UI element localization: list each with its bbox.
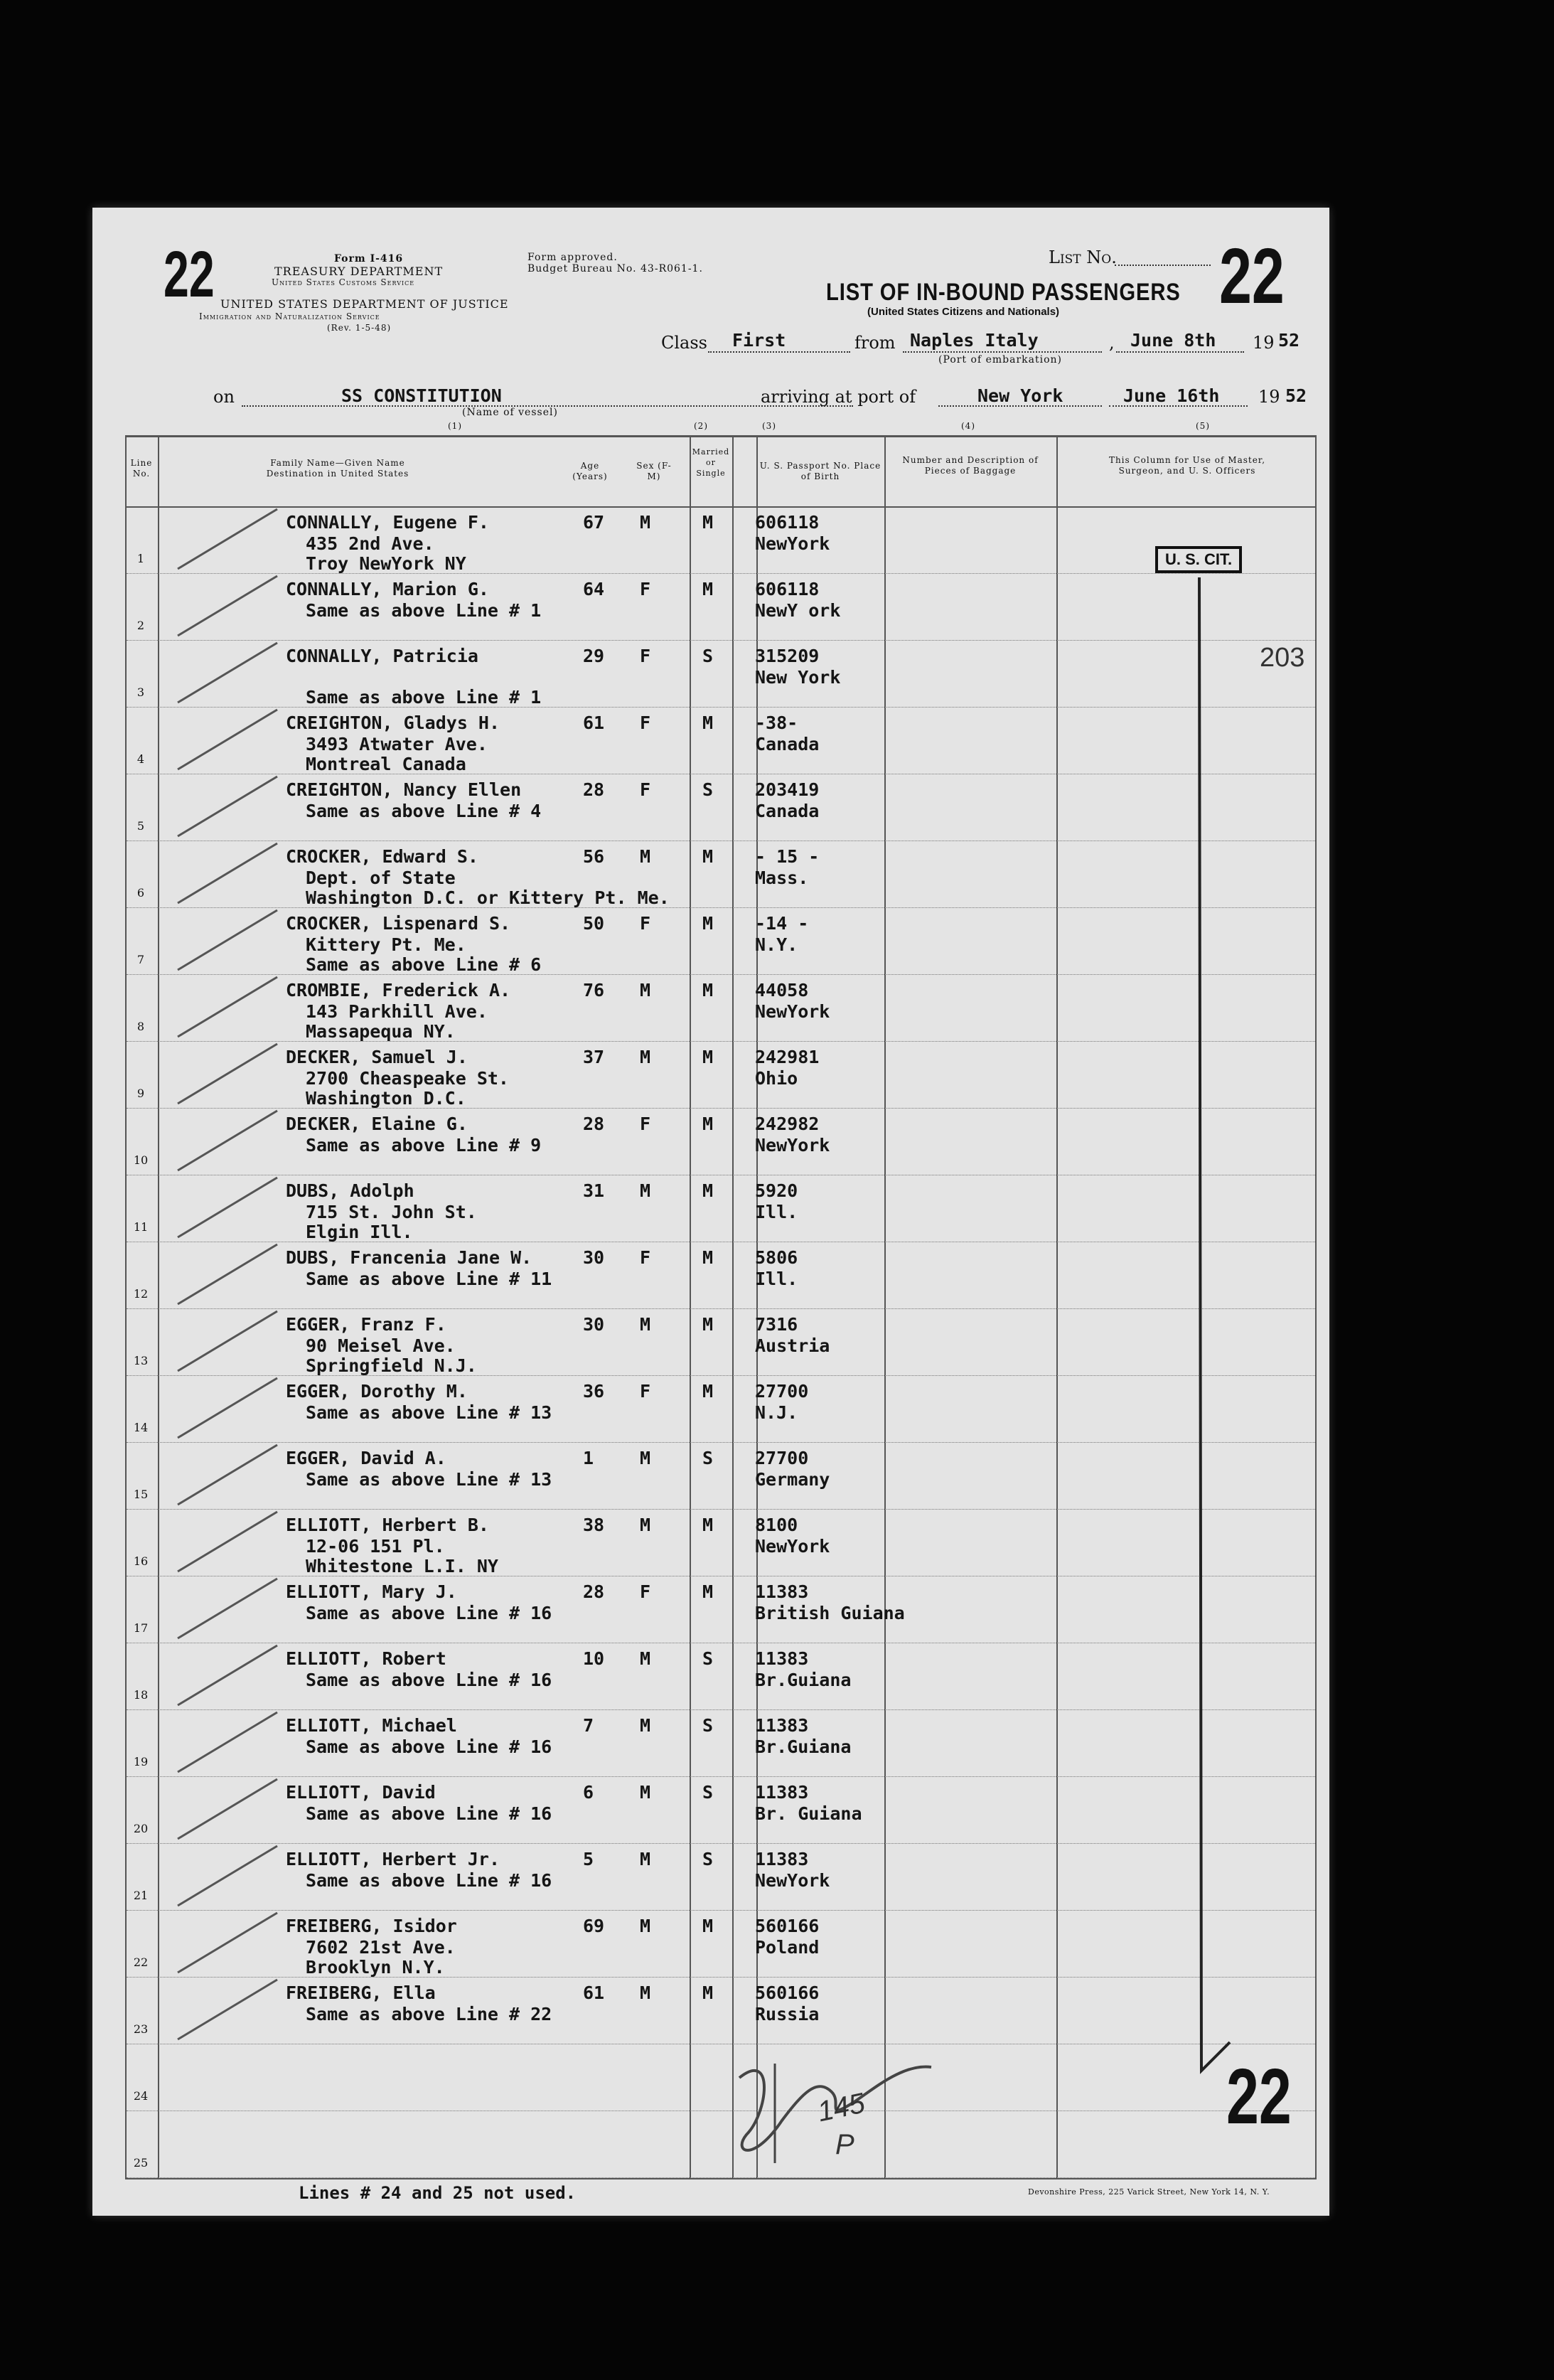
sex: M <box>640 980 651 1000</box>
sex: F <box>640 646 651 666</box>
sex: M <box>640 846 651 867</box>
age: 6 <box>583 1782 594 1803</box>
line-number: 12 <box>133 1287 149 1301</box>
destination-line2: Same as above Line # 6 <box>306 954 542 975</box>
line-number: 19 <box>133 1755 149 1768</box>
passenger-name: DUBS, Francenia Jane W. <box>286 1247 532 1268</box>
approval-line1: Form approved. <box>527 252 618 263</box>
passenger-name: ELLIOTT, Robert <box>286 1648 446 1669</box>
passport-number: 44058 <box>755 980 809 1000</box>
passenger-name: CONNALLY, Patricia <box>286 646 478 666</box>
comma: , <box>1109 333 1115 353</box>
sex: F <box>640 713 651 733</box>
passenger-name: EGGER, David A. <box>286 1448 446 1468</box>
sex: M <box>640 512 651 533</box>
check-mark <box>178 1712 277 1772</box>
passport-number: 203419 <box>755 779 820 800</box>
marital-status: M <box>702 713 714 733</box>
age: 10 <box>583 1648 605 1669</box>
place-of-birth: NewYork <box>755 533 830 554</box>
destination-line1: Dept. of State <box>306 868 456 888</box>
sex: F <box>640 1247 651 1268</box>
line-number: 17 <box>133 1621 149 1635</box>
col-divider <box>158 435 159 2179</box>
check-mark <box>178 1579 277 1638</box>
marital-status: S <box>702 1849 714 1869</box>
marital-status: M <box>702 846 714 867</box>
from-label: from <box>854 333 896 353</box>
destination-line2: Washington D.C. or Kittery Pt. Me. <box>306 887 670 908</box>
marital-status: M <box>702 1515 714 1535</box>
passenger-name: ELLIOTT, Michael <box>286 1715 457 1736</box>
date-underline <box>1116 351 1244 353</box>
age: 28 <box>583 1114 605 1134</box>
check-mark <box>178 977 277 1037</box>
pencil-tick-line <box>1159 563 1329 2270</box>
sex: M <box>640 1983 651 2003</box>
age: 67 <box>583 512 605 533</box>
marital-status: M <box>702 512 714 533</box>
line-number: 14 <box>133 1421 149 1434</box>
destination-line1: 12-06 151 Pl. <box>306 1536 445 1557</box>
check-mark <box>178 1111 277 1170</box>
check-mark <box>178 1779 277 1839</box>
passenger-name: DECKER, Samuel J. <box>286 1047 468 1067</box>
destination-line1: 715 St. John St. <box>306 1202 477 1222</box>
line-number: 10 <box>133 1153 149 1167</box>
on-label: on <box>213 387 235 407</box>
passenger-name: ELLIOTT, Mary J. <box>286 1581 457 1602</box>
line-number: 21 <box>133 1889 149 1902</box>
sex: F <box>640 779 651 800</box>
manifest-sheet <box>92 208 1329 2216</box>
line-number: 6 <box>136 886 145 900</box>
destination-line1: Same as above Line # 11 <box>306 1269 552 1289</box>
table-top-rule <box>125 435 1317 437</box>
age: 5 <box>583 1849 594 1869</box>
place-of-birth: N.Y. <box>755 934 798 955</box>
header-line-no: Line No. <box>130 458 153 479</box>
sex: M <box>640 1849 651 1869</box>
destination-line1: Same as above Line # 16 <box>306 1603 552 1623</box>
line-number: 25 <box>133 2156 149 2170</box>
marital-status: M <box>702 1381 714 1402</box>
sex: F <box>640 579 651 599</box>
age: 1 <box>583 1448 594 1468</box>
place-of-birth: NewYork <box>755 1001 830 1022</box>
age: 30 <box>583 1314 605 1335</box>
age: 37 <box>583 1047 605 1067</box>
age: 56 <box>583 846 605 867</box>
marital-status: M <box>702 1983 714 2003</box>
line-number: 20 <box>133 1822 149 1835</box>
place-of-birth: Ohio <box>755 1068 798 1089</box>
destination-line2: Washington D.C. <box>306 1088 466 1109</box>
destination-line1: Same as above Line # 1 <box>306 600 542 621</box>
header-baggage: Number and Description of Pieces of Baggage <box>902 455 1039 476</box>
sex: F <box>640 1581 651 1602</box>
passenger-name: FREIBERG, Isidor <box>286 1916 457 1936</box>
embarkation-caption: (Port of embarkation) <box>938 354 1062 365</box>
destination-line2: Elgin Ill. <box>306 1222 413 1242</box>
sex: M <box>640 1715 651 1736</box>
place-of-birth: Germany <box>755 1469 830 1490</box>
list-number: 22 <box>1219 233 1285 320</box>
line-number: 9 <box>136 1087 145 1100</box>
place-of-birth: NewYork <box>755 1870 830 1891</box>
passport-number: 606118 <box>755 512 820 533</box>
place-of-birth: Austria <box>755 1335 830 1356</box>
marital-status: M <box>702 1114 714 1134</box>
passenger-name: CREIGHTON, Gladys H. <box>286 713 500 733</box>
line-number: 22 <box>133 1955 149 1969</box>
line-number: 1 <box>136 552 145 565</box>
class-label: Class <box>661 333 707 353</box>
place-of-birth: Br.Guiana <box>755 1736 852 1757</box>
age: 61 <box>583 1983 605 2003</box>
passport-number: 5806 <box>755 1247 798 1268</box>
col-number-3: (3) <box>762 421 776 431</box>
place-of-birth: Br.Guiana <box>755 1670 852 1690</box>
check-mark <box>178 777 277 836</box>
col-number-5: (5) <box>1196 421 1210 431</box>
age: 76 <box>583 980 605 1000</box>
embarkation-port: Naples Italy <box>910 330 1039 351</box>
line-number: 3 <box>136 685 145 699</box>
age: 30 <box>583 1247 605 1268</box>
arrival-year-prefix: 19 <box>1258 387 1280 407</box>
list-no-underline <box>1115 265 1211 266</box>
sex: M <box>640 1648 651 1669</box>
vessel-name: SS CONSTITUTION <box>341 385 502 406</box>
header-sex: Sex (F-M) <box>636 461 672 481</box>
page-title: LIST OF IN-BOUND PASSENGERS <box>826 279 1181 306</box>
destination-line1: Same as above Line # 4 <box>306 801 542 821</box>
passenger-name: EGGER, Dorothy M. <box>286 1381 468 1402</box>
passenger-name: CONNALLY, Marion G. <box>286 579 489 599</box>
line-number: 13 <box>133 1354 149 1367</box>
col-number-4: (4) <box>961 421 975 431</box>
passport-number: 560166 <box>755 1916 820 1936</box>
check-mark <box>178 910 277 970</box>
year-prefix: 19 <box>1253 333 1275 353</box>
destination-line1: Same as above Line # 16 <box>306 1870 552 1891</box>
class-underline <box>708 351 850 353</box>
passenger-name: CONNALLY, Eugene F. <box>286 512 489 533</box>
passport-number: 27700 <box>755 1381 809 1402</box>
embarkation-date: June 8th <box>1130 330 1216 351</box>
line-number: 15 <box>133 1488 149 1501</box>
check-mark <box>178 1846 277 1906</box>
destination-line2: Springfield N.J. <box>306 1355 477 1376</box>
destination-line1: 435 2nd Ave. <box>306 533 434 554</box>
justice-dept: UNITED STATES DEPARTMENT OF JUSTICE <box>220 297 509 311</box>
place-of-birth: Poland <box>755 1937 820 1958</box>
passport-number: -38- <box>755 713 798 733</box>
passport-number: 11383 <box>755 1648 809 1669</box>
place-of-birth: New York <box>755 667 841 688</box>
marital-status: S <box>702 1648 714 1669</box>
marital-status: M <box>702 1581 714 1602</box>
passport-number: 315209 <box>755 646 820 666</box>
pencil-note-p: P <box>835 2129 854 2160</box>
line-number: 18 <box>133 1688 149 1702</box>
marital-status: M <box>702 980 714 1000</box>
row-separator <box>127 2177 1315 2178</box>
header-age: Age (Years) <box>572 461 608 481</box>
destination-line2: Whitestone L.I. NY <box>306 1556 498 1576</box>
age: 50 <box>583 913 605 934</box>
vessel-caption: (Name of vessel) <box>462 407 558 418</box>
line-number: 4 <box>136 752 145 766</box>
place-of-birth: Canada <box>755 801 820 821</box>
marital-status: M <box>702 1314 714 1335</box>
passport-number: 27700 <box>755 1448 809 1468</box>
place-of-birth: British Guiana <box>755 1603 905 1623</box>
passenger-name: DUBS, Adolph <box>286 1180 414 1201</box>
col-divider <box>732 435 734 2179</box>
line-number: 23 <box>133 2022 149 2036</box>
passenger-name: DECKER, Elaine G. <box>286 1114 468 1134</box>
passport-number: 11383 <box>755 1581 809 1602</box>
approval-line2: Budget Bureau No. 43-R061-1. <box>527 263 703 274</box>
check-mark <box>178 1244 277 1304</box>
passport-number: - 15 - <box>755 846 820 867</box>
marital-status: M <box>702 913 714 934</box>
passport-number: 242982 <box>755 1114 820 1134</box>
destination-line1: Same as above Line # 16 <box>306 1736 552 1757</box>
destination-line1: 90 Meisel Ave. <box>306 1335 456 1356</box>
passenger-name: ELLIOTT, David <box>286 1782 436 1803</box>
destination-line2: Montreal Canada <box>306 754 466 774</box>
ins-service: Immigration and Naturalization Service <box>199 311 380 321</box>
corner-number-left: 22 <box>164 238 215 311</box>
line-number: 24 <box>133 2089 149 2103</box>
check-mark <box>178 843 277 903</box>
class-value: First <box>732 330 786 351</box>
age: 28 <box>583 779 605 800</box>
check-mark <box>178 509 277 569</box>
passenger-name: CROCKER, Lispenard S. <box>286 913 511 934</box>
passenger-name: ELLIOTT, Herbert Jr. <box>286 1849 500 1869</box>
arrival-date: June 16th <box>1123 385 1220 406</box>
marital-status: M <box>702 1180 714 1201</box>
pencil-check-marks <box>164 508 348 2143</box>
check-mark <box>178 710 277 769</box>
line-number: 8 <box>136 1020 145 1033</box>
destination-line1: Same as above Line # 22 <box>306 2004 552 2024</box>
passenger-name: FREIBERG, Ella <box>286 1983 436 2003</box>
col-number-1: (1) <box>448 421 462 431</box>
destination-line2: Troy NewYork NY <box>306 553 466 574</box>
customs-service: United States Customs Service <box>272 277 415 287</box>
passport-number: 242981 <box>755 1047 820 1067</box>
age: 7 <box>583 1715 594 1736</box>
sex: M <box>640 1515 651 1535</box>
line-number: 11 <box>133 1220 149 1234</box>
destination-line1: 3493 Atwater Ave. <box>306 734 488 754</box>
passport-number: 11383 <box>755 1715 809 1736</box>
age: 36 <box>583 1381 605 1402</box>
arrival-port: New York <box>977 385 1063 406</box>
place-of-birth: NewY ork <box>755 600 841 621</box>
header-officers: This Column for Use of Master, Surgeon, and U. S. Officers <box>1108 455 1266 476</box>
marital-status: M <box>702 1916 714 1936</box>
destination-line2: Same as above Line # 1 <box>306 687 542 708</box>
age: 29 <box>583 646 605 666</box>
destination-line1: Same as above Line # 13 <box>306 1402 552 1423</box>
header-married: Married or Single <box>692 447 730 478</box>
destination-line1: Kittery Pt. Me. <box>306 934 466 955</box>
sex: M <box>640 1782 651 1803</box>
arrival-year: 52 <box>1285 385 1307 406</box>
corner-number-bottom: 22 <box>1226 2053 1292 2140</box>
check-mark <box>178 1044 277 1104</box>
place-of-birth: Br. Guiana <box>755 1803 862 1824</box>
passenger-name: CREIGHTON, Nancy Ellen <box>286 779 522 800</box>
place-of-birth: Ill. <box>755 1269 798 1289</box>
place-of-birth: NewYork <box>755 1135 830 1156</box>
check-mark <box>178 576 277 636</box>
revision: (Rev. 1-5-48) <box>327 323 392 333</box>
sex: M <box>640 1047 651 1067</box>
place-of-birth: NewYork <box>755 1536 830 1557</box>
age: 69 <box>583 1916 605 1936</box>
destination-line1: Same as above Line # 16 <box>306 1803 552 1824</box>
passport-number: 11383 <box>755 1849 809 1869</box>
us-citizen-stamp: U. S. CIT. <box>1155 546 1242 573</box>
officer-number-203: 203 <box>1260 643 1305 673</box>
embarkation-year: 52 <box>1278 330 1300 351</box>
age: 31 <box>583 1180 605 1201</box>
marital-status: S <box>702 646 714 666</box>
passport-number: 606118 <box>755 579 820 599</box>
destination-line1: 143 Parkhill Ave. <box>306 1001 488 1022</box>
arrival-date-underline <box>1109 405 1248 407</box>
printer-credit: Devonshire Press, 225 Varick Street, New York 14, N. Y. <box>1028 2187 1270 2197</box>
place-of-birth: N.J. <box>755 1402 798 1423</box>
port-underline <box>938 405 1102 407</box>
col-number-2: (2) <box>694 421 708 431</box>
header-name-destination: Family Name—Given Name Destination in United States <box>266 458 409 479</box>
check-mark <box>178 643 277 703</box>
passport-number: 560166 <box>755 1983 820 2003</box>
destination-line1: Same as above Line # 13 <box>306 1469 552 1490</box>
age: 28 <box>583 1581 605 1602</box>
col-divider <box>1056 435 1058 2179</box>
treasury-dept: TREASURY DEPARTMENT <box>274 265 444 278</box>
passport-number: 8100 <box>755 1515 798 1535</box>
passenger-name: CROCKER, Edward S. <box>286 846 478 867</box>
page-subtitle: (United States Citizens and Nationals) <box>867 306 1060 318</box>
check-mark <box>178 1512 277 1571</box>
passenger-name: CROMBIE, Frederick A. <box>286 980 511 1000</box>
passenger-name: EGGER, Franz F. <box>286 1314 446 1335</box>
destination-line1: Same as above Line # 16 <box>306 1670 552 1690</box>
passport-number: 5920 <box>755 1180 798 1201</box>
line-number: 7 <box>136 953 145 966</box>
sex: M <box>640 1180 651 1201</box>
check-mark <box>178 1378 277 1438</box>
sex: F <box>640 1114 651 1134</box>
place-of-birth: Canada <box>755 734 820 754</box>
check-mark <box>178 1913 277 1973</box>
marital-status: M <box>702 1247 714 1268</box>
check-mark <box>178 1645 277 1705</box>
place-of-birth: Mass. <box>755 868 809 888</box>
destination-line1: Same as above Line # 9 <box>306 1135 542 1156</box>
passenger-name: ELLIOTT, Herbert B. <box>286 1515 489 1535</box>
line-number: 2 <box>136 619 145 632</box>
sex: F <box>640 913 651 934</box>
passport-number: 11383 <box>755 1782 809 1803</box>
passport-number: -14 - <box>755 913 809 934</box>
line-number: 5 <box>136 819 145 833</box>
arriving-label: arriving at port of <box>761 387 916 407</box>
marital-status: S <box>702 1782 714 1803</box>
line-number: 16 <box>133 1554 149 1568</box>
check-mark <box>178 1980 277 2039</box>
sex: M <box>640 1448 651 1468</box>
table-bottom-rule <box>125 2178 1317 2179</box>
marital-status: S <box>702 1715 714 1736</box>
marital-status: M <box>702 1047 714 1067</box>
marital-status: S <box>702 779 714 800</box>
pencil-note-145: 145 <box>815 2087 868 2128</box>
sex: F <box>640 1381 651 1402</box>
list-label: List No. <box>1049 247 1117 267</box>
header-passport: U. S. Passport No. Place of Birth <box>759 461 882 481</box>
destination-line1: 7602 21st Ave. <box>306 1937 456 1958</box>
destination-line2: Brooklyn N.Y. <box>306 1957 445 1978</box>
marital-status: M <box>702 579 714 599</box>
age: 61 <box>583 713 605 733</box>
place-of-birth: Russia <box>755 2004 820 2024</box>
age: 64 <box>583 579 605 599</box>
place-of-birth: Ill. <box>755 1202 798 1222</box>
passport-number: 7316 <box>755 1314 798 1335</box>
destination-line1: 2700 Cheaspeake St. <box>306 1068 509 1089</box>
destination-line2: Massapequa NY. <box>306 1021 456 1042</box>
check-mark <box>178 1178 277 1237</box>
marital-status: S <box>702 1448 714 1468</box>
form-number: Form I-416 <box>334 253 404 265</box>
footer-note: Lines # 24 and 25 not used. <box>299 2183 577 2203</box>
check-mark <box>178 1311 277 1371</box>
col-divider <box>690 435 691 2179</box>
age: 38 <box>583 1515 605 1535</box>
col-divider <box>884 435 886 2179</box>
from-underline <box>903 351 1102 353</box>
check-mark <box>178 1445 277 1505</box>
sex: M <box>640 1314 651 1335</box>
sex: M <box>640 1916 651 1936</box>
